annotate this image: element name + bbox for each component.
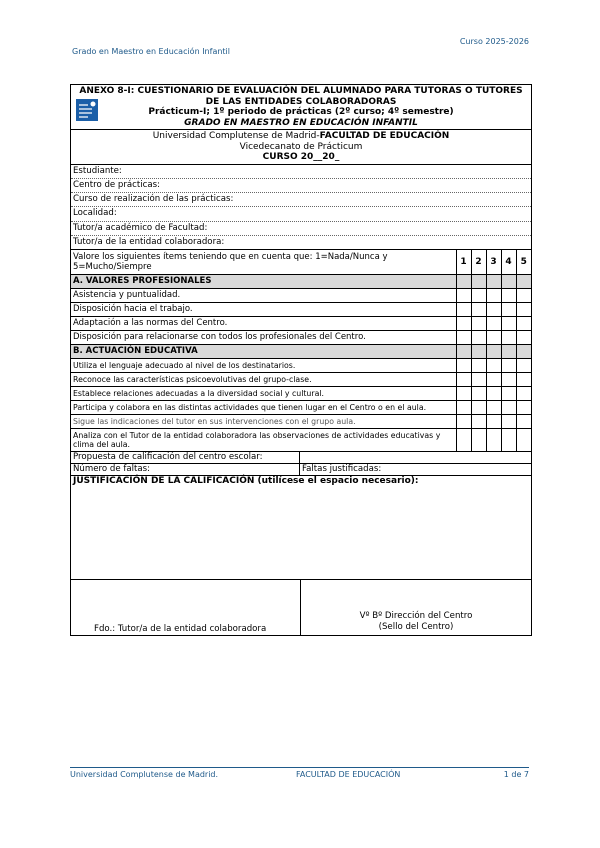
rating-cell[interactable] xyxy=(486,387,501,401)
rating-cell[interactable] xyxy=(456,401,471,415)
justification-area[interactable] xyxy=(71,476,531,635)
rating-cell[interactable] xyxy=(501,415,516,429)
section-a-title: A. VALORES PROFESIONALES xyxy=(71,275,456,289)
tutor-signature-box[interactable] xyxy=(71,580,301,635)
table-row xyxy=(71,373,531,387)
rating-cell[interactable] xyxy=(471,303,486,317)
table-row xyxy=(71,359,531,373)
absences-field[interactable]: Número de faltas: xyxy=(71,464,300,475)
rating-cell[interactable] xyxy=(456,317,471,331)
table-row xyxy=(71,289,531,303)
section-b-title: B. ACTUACIÓN EDUCATIVA xyxy=(71,345,456,359)
scale-2: 2 xyxy=(471,250,486,275)
rating-cell[interactable] xyxy=(456,387,471,401)
footer-university: Universidad Complutense de Madrid. xyxy=(70,770,219,779)
section-a-header xyxy=(71,275,531,289)
section-a-cell xyxy=(501,275,516,289)
tutor-signature-label: Fdo.: Tutor/a de la entidad colaboradora xyxy=(94,624,267,635)
scale-3: 3 xyxy=(486,250,501,275)
rating-cell[interactable] xyxy=(486,317,501,331)
item-a2: Disposición hacia el trabajo. xyxy=(71,303,456,317)
rating-cell[interactable] xyxy=(456,303,471,317)
center-stamp-label xyxy=(301,611,531,633)
rating-table xyxy=(71,250,531,452)
institution-block xyxy=(71,130,531,165)
table-row xyxy=(71,429,531,452)
justified-absences-field[interactable]: Faltas justificadas: xyxy=(302,464,382,475)
field-center[interactable]: Centro de prácticas: xyxy=(71,179,531,193)
stamp-line-2: (Sello del Centro) xyxy=(378,622,454,633)
rating-cell[interactable] xyxy=(501,331,516,345)
rating-cell[interactable] xyxy=(516,429,531,452)
rating-cell[interactable] xyxy=(486,289,501,303)
rating-cell[interactable] xyxy=(471,317,486,331)
rating-cell[interactable] xyxy=(516,331,531,345)
rating-cell[interactable] xyxy=(456,359,471,373)
title-line-1: ANEXO 8-I: CUESTIONARIO DE EVALUACIÓN DEL ALUMNADO PARA TUTORAS O TUTORES DE LAS ENTIDADES COLABORADORAS xyxy=(79,86,523,107)
item-a1: Asistencia y puntualidad. xyxy=(71,289,456,303)
field-student[interactable]: Estudiante: xyxy=(71,165,531,179)
rating-cell[interactable] xyxy=(471,359,486,373)
rating-cell[interactable] xyxy=(516,401,531,415)
rating-cell[interactable] xyxy=(501,289,516,303)
justification-label: JUSTIFICACIÓN DE LA CALIFICACIÓN (utilícese el espacio necesario): xyxy=(73,476,419,487)
section-b-cell xyxy=(486,345,501,359)
rating-cell[interactable] xyxy=(456,331,471,345)
rating-cell[interactable] xyxy=(486,429,501,452)
section-b-cell xyxy=(471,345,486,359)
rating-instruction: Valore los siguientes ítems teniendo que en cuenta que: 1=Nada/Nunca y 5=Mucho/Siempre xyxy=(71,250,456,275)
item-b1: Utiliza el lenguaje adecuado al nivel de los destinatarios. xyxy=(71,359,456,373)
grade-proposal-value[interactable] xyxy=(300,452,531,463)
vice-dean: Vicedecanato de Prácticum xyxy=(239,141,363,152)
table-row xyxy=(71,401,531,415)
rating-cell[interactable] xyxy=(486,415,501,429)
rating-cell[interactable] xyxy=(516,303,531,317)
evaluation-form xyxy=(70,84,532,636)
rating-cell[interactable] xyxy=(501,401,516,415)
table-row xyxy=(71,331,531,345)
rating-header-row xyxy=(71,250,531,275)
field-academic-tutor[interactable]: Tutor/a académico de Facultad: xyxy=(71,222,531,236)
title-line-2: Prácticum-I; 1º periodo de prácticas (2º curso; 4º semestre) xyxy=(148,107,454,117)
section-a-cell xyxy=(471,275,486,289)
rating-cell[interactable] xyxy=(516,289,531,303)
ucm-logo-icon xyxy=(76,99,98,121)
rating-cell[interactable] xyxy=(516,317,531,331)
field-locality[interactable]: Localidad: xyxy=(71,207,531,221)
rating-cell[interactable] xyxy=(501,359,516,373)
scale-1: 1 xyxy=(456,250,471,275)
section-b-cell xyxy=(516,345,531,359)
rating-cell[interactable] xyxy=(456,373,471,387)
form-title xyxy=(71,85,531,130)
rating-cell[interactable] xyxy=(501,317,516,331)
rating-cell[interactable] xyxy=(456,415,471,429)
field-entity-tutor[interactable]: Tutor/a de la entidad colaboradora: xyxy=(71,236,531,250)
section-b-cell xyxy=(501,345,516,359)
table-row xyxy=(71,317,531,331)
item-a3: Adaptación a las normas del Centro. xyxy=(71,317,456,331)
page-footer xyxy=(70,767,529,779)
rating-cell[interactable] xyxy=(501,373,516,387)
section-a-cell xyxy=(516,275,531,289)
rating-cell[interactable] xyxy=(516,387,531,401)
item-b2: Reconoce las características psicoevolutivas del grupo-clase. xyxy=(71,373,456,387)
rating-cell[interactable] xyxy=(486,401,501,415)
rating-cell[interactable] xyxy=(501,303,516,317)
scale-4: 4 xyxy=(501,250,516,275)
item-b5: Sigue las indicaciones del tutor en sus intervenciones con el grupo aula. xyxy=(71,415,456,429)
item-b4: Participa y colabora en las distintas actividades que tienen lugar en el Centro o en el aula. xyxy=(71,401,456,415)
item-a4: Disposición para relacionarse con todos los profesionales del Centro. xyxy=(71,331,456,345)
rating-cell[interactable] xyxy=(456,289,471,303)
rating-cell[interactable] xyxy=(486,359,501,373)
section-b-header xyxy=(71,345,531,359)
grade-proposal-field[interactable]: Propuesta de calificación del centro escolar: xyxy=(71,452,300,463)
rating-cell[interactable] xyxy=(471,289,486,303)
rating-cell[interactable] xyxy=(486,303,501,317)
rating-cell[interactable] xyxy=(516,359,531,373)
page-number: 1 de 7 xyxy=(503,770,529,779)
title-line-3: GRADO EN MAESTRO EN EDUCACIÓN INFANTIL xyxy=(184,117,418,128)
rating-cell[interactable] xyxy=(516,415,531,429)
rating-cell[interactable] xyxy=(516,373,531,387)
rating-cell[interactable] xyxy=(471,387,486,401)
center-stamp-box[interactable] xyxy=(301,580,531,635)
faculty-name: FACULTAD DE EDUCACIÓN xyxy=(319,131,450,141)
rating-cell[interactable] xyxy=(471,401,486,415)
section-a-cell xyxy=(486,275,501,289)
table-row xyxy=(71,415,531,429)
section-b-cell xyxy=(456,345,471,359)
grading-block xyxy=(71,452,531,476)
stamp-line-1: Vº Bº Dirección del Centro xyxy=(359,611,473,622)
rating-cell[interactable] xyxy=(501,429,516,452)
footer-faculty: FACULTAD DE EDUCACIÓN xyxy=(296,770,401,779)
item-b3: Establece relaciones adecuadas a la diversidad social y cultural. xyxy=(71,387,456,401)
scale-5: 5 xyxy=(516,250,531,275)
rating-cell[interactable] xyxy=(471,331,486,345)
rating-cell[interactable] xyxy=(471,429,486,452)
field-course[interactable]: Curso de realización de las prácticas: xyxy=(71,193,531,207)
rating-cell[interactable] xyxy=(456,429,471,452)
rating-cell[interactable] xyxy=(471,415,486,429)
rating-cell[interactable] xyxy=(486,373,501,387)
table-row xyxy=(71,303,531,317)
signature-area xyxy=(71,579,531,635)
section-a-cell xyxy=(456,275,471,289)
university-name: Universidad Complutense de Madrid- xyxy=(152,131,320,141)
rating-cell[interactable] xyxy=(501,387,516,401)
course-label: CURSO 20__20_ xyxy=(262,152,340,162)
table-row xyxy=(71,387,531,401)
item-b6: Analiza con el Tutor de la entidad colaboradora las observaciones de actividades educativas y clima del aula. xyxy=(71,429,456,452)
rating-cell[interactable] xyxy=(486,331,501,345)
rating-cell[interactable] xyxy=(471,373,486,387)
course-year: Curso 2025-2026 xyxy=(459,37,529,46)
degree-name: Grado en Maestro en Educación Infantil xyxy=(72,47,230,56)
